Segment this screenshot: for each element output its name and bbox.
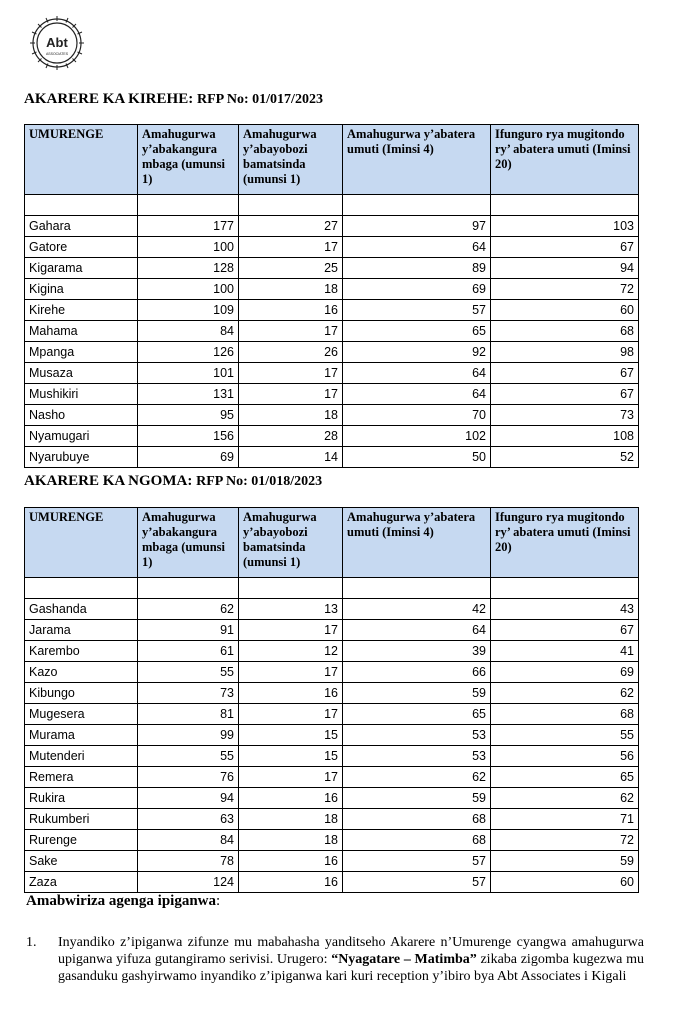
sector-name-cell: Kibungo: [25, 683, 138, 704]
spacer-cell: [239, 578, 343, 599]
table-row: [25, 258, 639, 279]
value-cell: 57: [343, 851, 491, 872]
value-cell: 43: [491, 599, 639, 620]
value-cell: 76: [138, 767, 239, 788]
value-cell: 60: [491, 872, 639, 893]
conditions-heading: [26, 893, 220, 910]
table-header-row: [25, 508, 639, 578]
value-cell: 59: [491, 851, 639, 872]
value-cell: 67: [491, 363, 639, 384]
sector-name-cell: Kazo: [25, 662, 138, 683]
spacer-cell: [138, 195, 239, 216]
value-cell: 109: [138, 300, 239, 321]
table-row: [25, 620, 639, 641]
spacer-cell: [25, 578, 138, 599]
value-cell: 103: [491, 216, 639, 237]
value-cell: 156: [138, 426, 239, 447]
value-cell: 72: [491, 830, 639, 851]
value-cell: 100: [138, 237, 239, 258]
table-row: [25, 279, 639, 300]
sector-name-cell: Mutenderi: [25, 746, 138, 767]
value-cell: 128: [138, 258, 239, 279]
value-cell: 53: [343, 746, 491, 767]
sector-name-cell: Kigarama: [25, 258, 138, 279]
value-cell: 84: [138, 321, 239, 342]
table-row: [25, 641, 639, 662]
logo-subtext: ASSOCIATES: [45, 52, 69, 56]
spacer-row: [25, 195, 639, 216]
value-cell: 89: [343, 258, 491, 279]
value-cell: 26: [239, 342, 343, 363]
column-header: Amahugurwa y’abatera umuti (Iminsi 4): [343, 508, 491, 578]
value-cell: 67: [491, 384, 639, 405]
value-cell: 41: [491, 641, 639, 662]
value-cell: 68: [491, 704, 639, 725]
value-cell: 17: [239, 363, 343, 384]
value-cell: 17: [239, 321, 343, 342]
table-row: [25, 426, 639, 447]
conditions-colon: :: [216, 893, 221, 909]
sector-name-cell: Mpanga: [25, 342, 138, 363]
sector-name-cell: Mugesera: [25, 704, 138, 725]
value-cell: 98: [491, 342, 639, 363]
sector-name-cell: Rukumberi: [25, 809, 138, 830]
column-header: UMURENGE: [25, 125, 138, 195]
spacer-cell: [343, 578, 491, 599]
sector-name-cell: Rukira: [25, 788, 138, 809]
value-cell: 17: [239, 704, 343, 725]
value-cell: 16: [239, 872, 343, 893]
rfp-number: RFP No: 01/017/2023: [196, 92, 323, 107]
table-row: [25, 384, 639, 405]
sector-name-cell: Gashanda: [25, 599, 138, 620]
column-header: Amahugurwa y’abakangura mbaga (umunsi 1): [138, 508, 239, 578]
table-row: [25, 788, 639, 809]
table-row: [25, 746, 639, 767]
spacer-cell: [138, 578, 239, 599]
value-cell: 57: [343, 872, 491, 893]
abt-logo-icon: [28, 14, 86, 72]
value-cell: 62: [491, 683, 639, 704]
value-cell: 64: [343, 237, 491, 258]
spacer-cell: [491, 578, 639, 599]
sector-name-cell: Mahama: [25, 321, 138, 342]
section-heading-kirehe: [24, 91, 323, 108]
value-cell: 17: [239, 767, 343, 788]
sector-name-cell: Remera: [25, 767, 138, 788]
value-cell: 25: [239, 258, 343, 279]
sector-name-cell: Karembo: [25, 641, 138, 662]
value-cell: 18: [239, 405, 343, 426]
sector-name-cell: Gatore: [25, 237, 138, 258]
value-cell: 99: [138, 725, 239, 746]
value-cell: 68: [343, 830, 491, 851]
spacer-cell: [25, 195, 138, 216]
kirehe-table: [24, 124, 639, 468]
value-cell: 68: [491, 321, 639, 342]
value-cell: 14: [239, 447, 343, 468]
condition-text: [58, 934, 644, 985]
table-row: [25, 704, 639, 725]
sector-name-cell: Kigina: [25, 279, 138, 300]
table-row: [25, 342, 639, 363]
value-cell: 16: [239, 788, 343, 809]
table-row: [25, 725, 639, 746]
table-row: [25, 830, 639, 851]
sector-name-cell: Zaza: [25, 872, 138, 893]
table-row: [25, 662, 639, 683]
table-row: [25, 216, 639, 237]
spacer-cell: [239, 195, 343, 216]
value-cell: 65: [491, 767, 639, 788]
section-heading-ngoma: [24, 473, 322, 490]
value-cell: 52: [491, 447, 639, 468]
table-row: [25, 447, 639, 468]
value-cell: 94: [491, 258, 639, 279]
value-cell: 65: [343, 321, 491, 342]
value-cell: 69: [138, 447, 239, 468]
value-cell: 59: [343, 683, 491, 704]
value-cell: 17: [239, 384, 343, 405]
value-cell: 64: [343, 363, 491, 384]
value-cell: 100: [138, 279, 239, 300]
spacer-row: [25, 578, 639, 599]
value-cell: 64: [343, 620, 491, 641]
value-cell: 61: [138, 641, 239, 662]
value-cell: 62: [138, 599, 239, 620]
value-cell: 71: [491, 809, 639, 830]
value-cell: 68: [343, 809, 491, 830]
table-row: [25, 872, 639, 893]
value-cell: 73: [491, 405, 639, 426]
value-cell: 97: [343, 216, 491, 237]
condition-item: [26, 934, 644, 985]
spacer-cell: [343, 195, 491, 216]
value-cell: 70: [343, 405, 491, 426]
value-cell: 102: [343, 426, 491, 447]
value-cell: 92: [343, 342, 491, 363]
value-cell: 62: [491, 788, 639, 809]
value-cell: 101: [138, 363, 239, 384]
value-cell: 39: [343, 641, 491, 662]
table-row: [25, 321, 639, 342]
sector-name-cell: Musaza: [25, 363, 138, 384]
table-row: [25, 809, 639, 830]
table-row: [25, 851, 639, 872]
sector-name-cell: Rurenge: [25, 830, 138, 851]
abt-logo: [28, 14, 86, 72]
value-cell: 73: [138, 683, 239, 704]
value-cell: 16: [239, 683, 343, 704]
value-cell: 18: [239, 830, 343, 851]
value-cell: 28: [239, 426, 343, 447]
sector-name-cell: Nasho: [25, 405, 138, 426]
table-row: [25, 363, 639, 384]
district-name: AKARERE KA NGOMA:: [24, 473, 193, 489]
sector-name-cell: Murama: [25, 725, 138, 746]
value-cell: 56: [491, 746, 639, 767]
column-header: Amahugurwa y’abatera umuti (Iminsi 4): [343, 125, 491, 195]
value-cell: 15: [239, 746, 343, 767]
column-header: Ifunguro rya mugitondo ry’ abatera umuti (Iminsi 20): [491, 508, 639, 578]
value-cell: 17: [239, 620, 343, 641]
value-cell: 55: [138, 662, 239, 683]
value-cell: 12: [239, 641, 343, 662]
value-cell: 55: [138, 746, 239, 767]
value-cell: 55: [491, 725, 639, 746]
value-cell: 91: [138, 620, 239, 641]
table-row: [25, 683, 639, 704]
value-cell: 177: [138, 216, 239, 237]
column-header: Amahugurwa y’abakangura mbaga (umunsi 1): [138, 125, 239, 195]
value-cell: 42: [343, 599, 491, 620]
conditions-title: Amabwiriza agenga ipiganwa: [26, 893, 217, 909]
value-cell: 126: [138, 342, 239, 363]
district-name: AKARERE KA KIREHE:: [24, 91, 194, 107]
sector-name-cell: Nyamugari: [25, 426, 138, 447]
value-cell: 15: [239, 725, 343, 746]
logo-text: Abt: [46, 35, 68, 50]
table-row: [25, 237, 639, 258]
value-cell: 84: [138, 830, 239, 851]
table-row: [25, 300, 639, 321]
sector-name-cell: Jarama: [25, 620, 138, 641]
value-cell: 57: [343, 300, 491, 321]
table-row: [25, 405, 639, 426]
rfp-number: RFP No: 01/018/2023: [196, 474, 323, 489]
sector-name-cell: Sake: [25, 851, 138, 872]
value-cell: 81: [138, 704, 239, 725]
value-cell: 95: [138, 405, 239, 426]
value-cell: 27: [239, 216, 343, 237]
value-cell: 67: [491, 620, 639, 641]
value-cell: 69: [491, 662, 639, 683]
column-header: Amahugurwa y’abayobozi bamatsinda (umunsi 1): [239, 508, 343, 578]
value-cell: 16: [239, 300, 343, 321]
spacer-cell: [491, 195, 639, 216]
condition-text-before: Inyandiko z’ipiganwa zifunze mu mabahasha yanditseho Akarere n’Umurenge cyangwa amahugurwa upiganwa yifuza gutangiramo serivisi. Urugero:: [58, 935, 644, 967]
value-cell: 64: [343, 384, 491, 405]
value-cell: 17: [239, 237, 343, 258]
sector-name-cell: Mushikiri: [25, 384, 138, 405]
table-header-row: [25, 125, 639, 195]
condition-quote: “Nyagatare – Matimba”: [331, 952, 477, 967]
value-cell: 18: [239, 279, 343, 300]
value-cell: 13: [239, 599, 343, 620]
condition-number: 1.: [26, 935, 37, 950]
value-cell: 78: [138, 851, 239, 872]
sector-name-cell: Gahara: [25, 216, 138, 237]
column-header: Amahugurwa y’abayobozi bamatsinda (umunsi 1): [239, 125, 343, 195]
value-cell: 50: [343, 447, 491, 468]
value-cell: 65: [343, 704, 491, 725]
value-cell: 69: [343, 279, 491, 300]
column-header: UMURENGE: [25, 508, 138, 578]
condition-text-after: zikaba zigomba kugezwa mu gasanduku gashyirwamo inyandiko z’ipiganwa kari kuri reception y’ibiro bya Abt Associates i Kigali: [58, 952, 644, 984]
ngoma-table: [24, 507, 639, 893]
value-cell: 18: [239, 809, 343, 830]
sector-name-cell: Kirehe: [25, 300, 138, 321]
value-cell: 94: [138, 788, 239, 809]
value-cell: 62: [343, 767, 491, 788]
value-cell: 108: [491, 426, 639, 447]
value-cell: 60: [491, 300, 639, 321]
value-cell: 66: [343, 662, 491, 683]
value-cell: 53: [343, 725, 491, 746]
value-cell: 16: [239, 851, 343, 872]
value-cell: 72: [491, 279, 639, 300]
value-cell: 59: [343, 788, 491, 809]
value-cell: 17: [239, 662, 343, 683]
value-cell: 124: [138, 872, 239, 893]
value-cell: 63: [138, 809, 239, 830]
value-cell: 131: [138, 384, 239, 405]
column-header: Ifunguro rya mugitondo ry’ abatera umuti (Iminsi 20): [491, 125, 639, 195]
table-row: [25, 599, 639, 620]
value-cell: 67: [491, 237, 639, 258]
table-row: [25, 767, 639, 788]
sector-name-cell: Nyarubuye: [25, 447, 138, 468]
